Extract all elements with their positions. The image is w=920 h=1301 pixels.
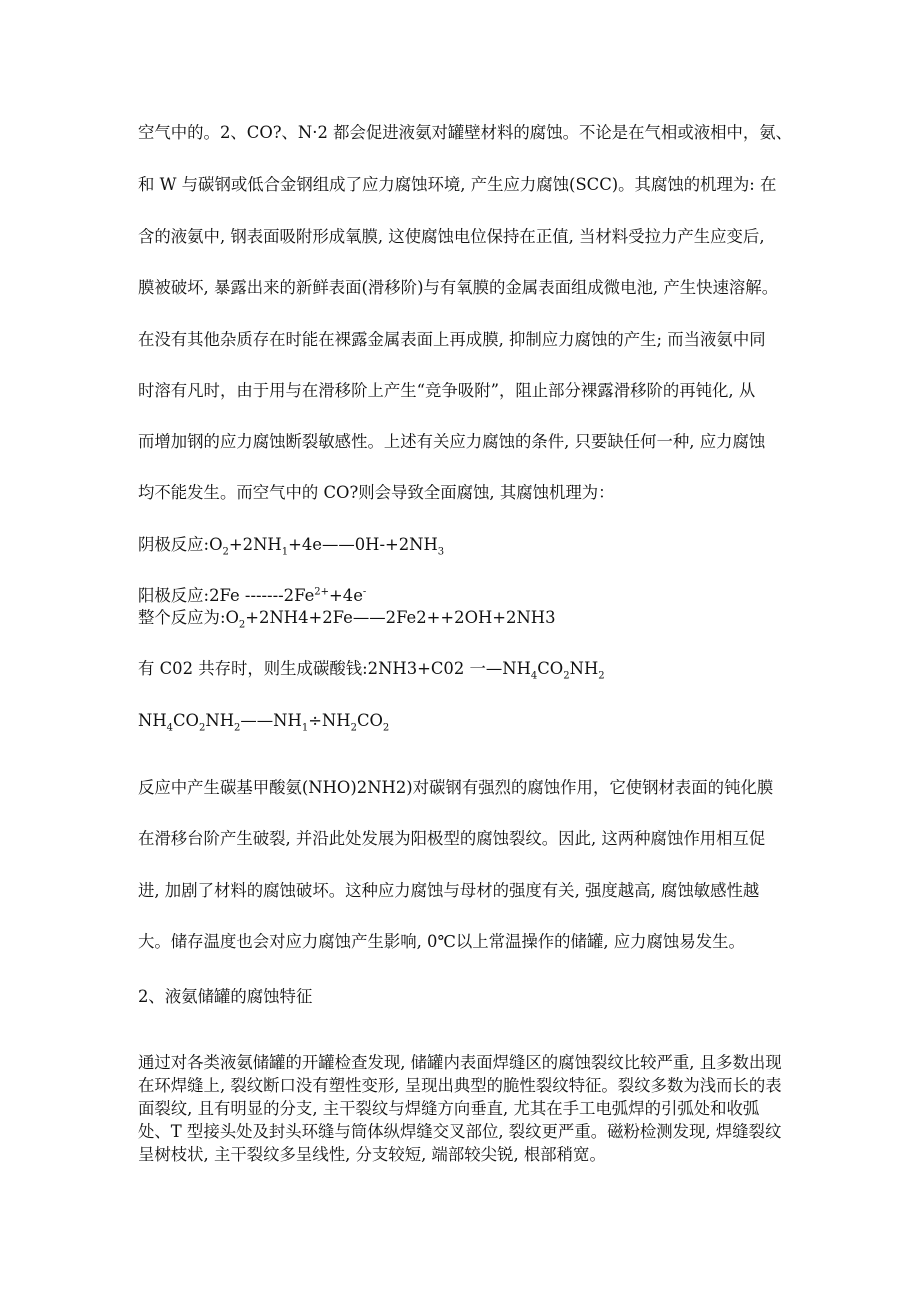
equation-subscript: 2 [382, 722, 390, 734]
paragraph-1-line: 膜被破坏, 暴露出来的新鲜表面(滑移阶)与有氧膜的金属表面组成微电池, 产生快速溶解。 [138, 278, 779, 297]
equation-text: NH [569, 659, 599, 678]
equation-subscript: 2 [238, 619, 246, 631]
paragraph-1-line: 和 W 与碳钢或低合金钢组成了应力腐蚀环境, 产生应力腐蚀(SCC)。其腐蚀的机理为: 在 [138, 175, 777, 194]
equation-subscript: 4 [530, 670, 538, 682]
equation-subscript: 1 [301, 722, 309, 734]
equation-subscript: 2 [222, 546, 229, 558]
equation-text: NH [205, 711, 235, 730]
paragraph-1-line: 均不能发生。而空气中的 CO?则会导致全面腐蚀, 其腐蚀机理为： [138, 483, 615, 502]
equation-subscript: 2 [563, 670, 570, 682]
equation-text: +2NH4+2Fe——2Fe2++2OH+2NH3 [245, 608, 556, 627]
paragraph-1-line: 而增加钢的应力腐蚀断裂敏感性。上述有关应力腐蚀的条件, 只要缺任何一种, 应力腐蚀 [138, 432, 766, 451]
equation-co2 [138, 658, 605, 680]
equation-text: CO [173, 711, 199, 730]
paragraph-3: 通过对各类液氨储罐的开罐检查发现, 储罐内表面焊缝区的腐蚀裂纹比较严重, 且多数出现在环焊缝上, 裂纹断口没有塑性变形, 呈现出典型的脆性裂纹特征。裂纹多数为浅而长的表面裂纹, 且有明显的分支, 主干裂纹与焊缝方向垂直, 尤其在手工电弧焊的引弧处和收弧处、T 型接头处及封头环缝与筒体纵焊缝交叉部位, 裂纹更严重。磁粉检测发现, 焊缝裂纹呈树枝状, 主干裂纹多呈线性, 分支较短, 端部较尖锐, 根部稍宽。 [138, 1053, 782, 1164]
equation-subscript: 2 [199, 722, 206, 734]
paragraph-2-line: 反应中产生碳基甲酸氨(NHO)2NH2)对碳钢有强烈的腐蚀作用，它使钢材表面的钝化膜 [138, 778, 774, 797]
equation-text: O [225, 608, 239, 627]
equation-text: ——NH [240, 711, 302, 730]
equation-subscript: 1 [281, 546, 289, 558]
equation-text: CO [356, 711, 383, 730]
paragraph-1-line: 含的液氨中, 钢表面吸附形成氧膜, 这使腐蚀电位保持在正值, 当材料受拉力产生应变后, [138, 227, 765, 246]
equation-text: O [209, 535, 223, 554]
equation-anode [138, 585, 366, 607]
equation-superscript: 2+ [314, 586, 330, 598]
paragraph-2-line: 大。储存温度也会对应力腐蚀产生影响, 0℃以上常温操作的储罐, 应力腐蚀易发生。 [138, 932, 745, 951]
equation-subscript: 2 [350, 722, 357, 734]
equation-superscript: - [362, 586, 367, 598]
equation-label: 整个反应为: [138, 608, 226, 627]
paragraph-1-line: 空气中的。2、CO?、N·2 都会促进液氨对罐壁材料的腐蚀。不论是在气相或液相中，氨、 [138, 123, 793, 142]
equation-label: 阳极反应: [138, 586, 210, 605]
equation-text: CO [537, 659, 564, 678]
equation-subscript: 2 [234, 722, 241, 734]
paragraph-2-line: 进, 加剧了材料的腐蚀破坏。这种应力腐蚀与母材的强度有关, 强度越高, 腐蚀敏感性越 [138, 881, 760, 900]
paragraph-1-line: 在没有其他杂质存在时能在裸露金属表面上再成膜, 抑制应力腐蚀的产生; 而当液氨中同 [138, 330, 766, 349]
equation-text: ÷NH [308, 711, 351, 730]
equation-subscript: 2 [598, 670, 605, 682]
paragraph-1-line: 时溶有凡时，由于用与在滑移阶上产生“竞争吸附”，阻止部分裸露滑移阶的再钝化, 从 [138, 381, 756, 400]
equation-subscript: 3 [437, 546, 445, 558]
equation-text: +2NH [228, 535, 282, 554]
equation-text: +4e——0H-+2NH [288, 535, 438, 554]
equation-label: 阴极反应: [138, 535, 210, 554]
equation-subscript: 4 [166, 722, 174, 734]
equation-text: 2NH3+C02 一—NH [367, 659, 531, 678]
paragraph-2-line: 在滑移台阶产生破裂, 并沿此处发展为阳极型的腐蚀裂纹。因此, 这两种腐蚀作用相互促 [138, 829, 766, 848]
equation-text: NH [138, 711, 167, 730]
equation-text: +4e [329, 586, 363, 605]
section-heading: 2、液氨储罐的腐蚀特征 [138, 987, 313, 1006]
equation-carbamate [138, 710, 389, 732]
equation-total [138, 607, 556, 629]
equation-cathode [138, 534, 444, 556]
equation-label: 有 C02 共存时，则生成碳酸钱: [138, 659, 368, 678]
equation-text: 2Fe -------2Fe [209, 586, 315, 605]
